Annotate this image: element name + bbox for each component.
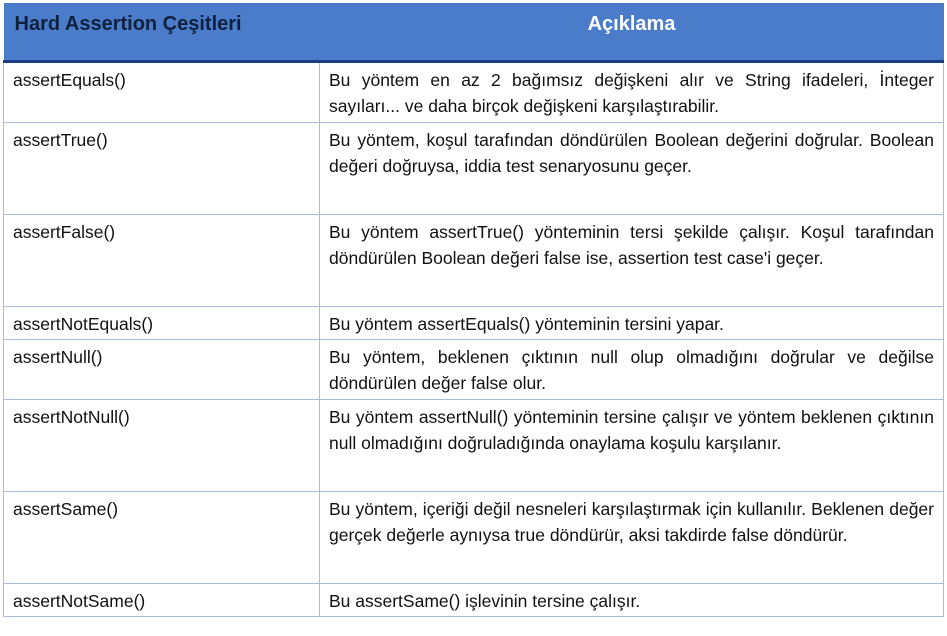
description-cell: Bu yöntem assertNull() yönteminin tersine çalışır ve yöntem beklenen çıktının null olmadığını doğruladığında onaylama koşulu karşılanır. bbox=[320, 399, 944, 491]
method-cell: assertNotEquals() bbox=[4, 306, 320, 339]
table-row bbox=[4, 583, 944, 616]
description-cell: Bu assertSame() işlevinin tersine çalışır. bbox=[320, 583, 944, 616]
method-cell: assertNotSame() bbox=[4, 583, 320, 616]
method-cell: assertNotNull() bbox=[4, 399, 320, 491]
assertion-table-container bbox=[3, 3, 943, 617]
header-assertion-types: Hard Assertion Çeşitleri bbox=[4, 3, 320, 61]
description-cell: Bu yöntem, koşul tarafından döndürülen Boolean değerini doğrular. Boolean değeri doğruysa, iddia test senaryosunu geçer. bbox=[320, 122, 944, 214]
description-cell: Bu yöntem en az 2 bağımsız değişkeni alır ve String ifadeleri, İnteger sayıları... ve daha birçok değişkeni karşılaştırabilir. bbox=[320, 61, 944, 122]
description-cell: Bu yöntem, içeriği değil nesneleri karşılaştırmak için kullanılır. Beklenen değer gerçek değerle aynıysa true döndürür, aksi takdirde false döndürür. bbox=[320, 491, 944, 583]
method-cell: assertNull() bbox=[4, 339, 320, 399]
table-header-row bbox=[4, 3, 944, 61]
table-row bbox=[4, 214, 944, 306]
table-row bbox=[4, 339, 944, 399]
header-description: Açıklama bbox=[320, 3, 944, 61]
assertion-table bbox=[3, 3, 944, 617]
table-row bbox=[4, 491, 944, 583]
description-cell: Bu yöntem, beklenen çıktının null olup olmadığını doğrular ve değilse döndürülen değer false olur. bbox=[320, 339, 944, 399]
table-row bbox=[4, 61, 944, 122]
method-cell: assertTrue() bbox=[4, 122, 320, 214]
table-row bbox=[4, 306, 944, 339]
method-cell: assertFalse() bbox=[4, 214, 320, 306]
table-row bbox=[4, 122, 944, 214]
method-cell: assertEquals() bbox=[4, 61, 320, 122]
description-cell: Bu yöntem assertEquals() yönteminin tersini yapar. bbox=[320, 306, 944, 339]
table-row bbox=[4, 399, 944, 491]
method-cell: assertSame() bbox=[4, 491, 320, 583]
description-cell: Bu yöntem assertTrue() yönteminin tersi şekilde çalışır. Koşul tarafından döndürülen Boolean değeri false ise, assertion test case'i geçer. bbox=[320, 214, 944, 306]
